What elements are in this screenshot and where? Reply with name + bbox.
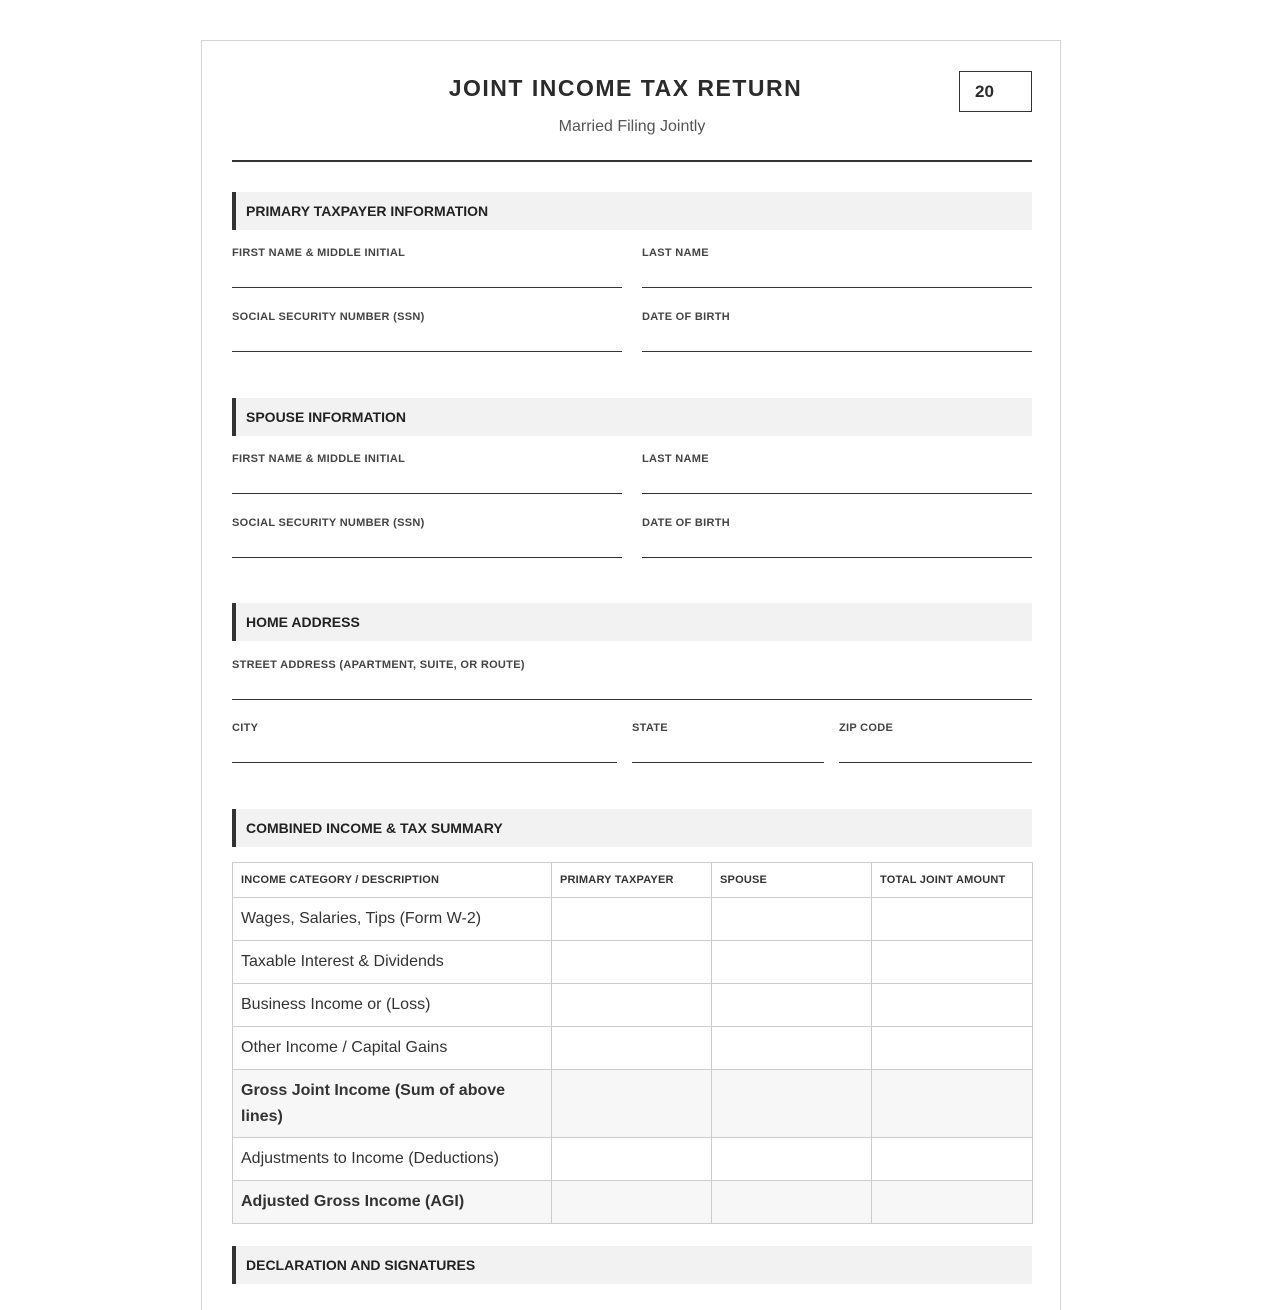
interest-primary-cell[interactable] bbox=[552, 941, 712, 984]
section-primary-taxpayer: PRIMARY TAXPAYER INFORMATION bbox=[232, 192, 1032, 230]
primary-ssn-input[interactable] bbox=[232, 351, 622, 352]
state-input[interactable] bbox=[632, 762, 824, 763]
tax-year-field[interactable]: 20 bbox=[959, 71, 1032, 112]
field-label: LAST NAME bbox=[642, 453, 709, 465]
row-label-business: Business Income or (Loss) bbox=[233, 984, 552, 1027]
column-header-total: TOTAL JOINT AMOUNT bbox=[872, 863, 1033, 898]
table-row bbox=[233, 984, 1033, 1027]
table-row bbox=[233, 941, 1033, 984]
city-input[interactable] bbox=[232, 762, 617, 763]
primary-last-name-input[interactable] bbox=[642, 287, 1032, 288]
spouse-first-name-field[interactable] bbox=[232, 453, 622, 465]
row-label-other: Other Income / Capital Gains bbox=[233, 1027, 552, 1070]
adjustments-spouse-cell[interactable] bbox=[712, 1138, 872, 1181]
field-label: CITY bbox=[232, 722, 259, 734]
table-row-gross-total bbox=[233, 1070, 1033, 1138]
primary-dob-field[interactable] bbox=[642, 311, 1032, 323]
interest-spouse-cell[interactable] bbox=[712, 941, 872, 984]
wages-spouse-cell[interactable] bbox=[712, 898, 872, 941]
column-header-primary: PRIMARY TAXPAYER bbox=[552, 863, 712, 898]
spouse-dob-field[interactable] bbox=[642, 517, 1032, 529]
form-subtitle: Married Filing Jointly bbox=[558, 118, 706, 135]
other-spouse-cell[interactable] bbox=[712, 1027, 872, 1070]
table-header-row bbox=[233, 863, 1033, 898]
other-primary-cell[interactable] bbox=[552, 1027, 712, 1070]
form-title: JOINT INCOME TAX RETURN bbox=[448, 75, 803, 101]
gross-primary-cell[interactable] bbox=[552, 1070, 712, 1138]
field-label: DATE OF BIRTH bbox=[642, 517, 731, 529]
row-label-adjustments: Adjustments to Income (Deductions) bbox=[233, 1138, 552, 1181]
field-label: ZIP CODE bbox=[839, 722, 894, 734]
section-home-address: HOME ADDRESS bbox=[232, 603, 1032, 641]
field-label: FIRST NAME & MIDDLE INITIAL bbox=[232, 247, 406, 259]
wages-primary-cell[interactable] bbox=[552, 898, 712, 941]
header-divider bbox=[232, 160, 1032, 162]
street-address-field[interactable] bbox=[232, 659, 1032, 671]
field-label: LAST NAME bbox=[642, 247, 709, 259]
adjustments-total-cell[interactable] bbox=[872, 1138, 1033, 1181]
row-label-interest: Taxable Interest & Dividends bbox=[233, 941, 552, 984]
row-label-agi: Adjusted Gross Income (AGI) bbox=[233, 1181, 552, 1224]
city-field[interactable] bbox=[232, 722, 617, 734]
section-spouse: SPOUSE INFORMATION bbox=[232, 398, 1032, 436]
table-row bbox=[233, 1027, 1033, 1070]
field-label: STATE bbox=[632, 722, 668, 734]
gross-total-cell[interactable] bbox=[872, 1070, 1033, 1138]
spouse-dob-input[interactable] bbox=[642, 557, 1032, 558]
field-label: SOCIAL SECURITY NUMBER (SSN) bbox=[232, 517, 425, 529]
state-field[interactable] bbox=[632, 722, 824, 734]
column-header-spouse: SPOUSE bbox=[712, 863, 872, 898]
section-declaration: DECLARATION AND SIGNATURES bbox=[232, 1246, 1032, 1284]
tax-form-sheet bbox=[201, 40, 1061, 1310]
other-total-cell[interactable] bbox=[872, 1027, 1033, 1070]
primary-first-name-input[interactable] bbox=[232, 287, 622, 288]
spouse-last-name-field[interactable] bbox=[642, 453, 1032, 465]
agi-primary-cell[interactable] bbox=[552, 1181, 712, 1224]
spouse-ssn-input[interactable] bbox=[232, 557, 622, 558]
primary-last-name-field[interactable] bbox=[642, 247, 1032, 259]
zip-code-input[interactable] bbox=[839, 762, 1032, 763]
primary-ssn-field[interactable] bbox=[232, 311, 622, 323]
agi-total-cell[interactable] bbox=[872, 1181, 1033, 1224]
field-label: SOCIAL SECURITY NUMBER (SSN) bbox=[232, 311, 425, 323]
primary-dob-input[interactable] bbox=[642, 351, 1032, 352]
spouse-ssn-field[interactable] bbox=[232, 517, 622, 529]
zip-code-field[interactable] bbox=[839, 722, 1032, 734]
spouse-first-name-input[interactable] bbox=[232, 493, 622, 494]
primary-first-name-field[interactable] bbox=[232, 247, 622, 259]
field-label: STREET ADDRESS (APARTMENT, SUITE, OR ROUTE) bbox=[232, 659, 525, 671]
table-row-agi-total bbox=[233, 1181, 1033, 1224]
column-header-category: INCOME CATEGORY / DESCRIPTION bbox=[233, 863, 552, 898]
interest-total-cell[interactable] bbox=[872, 941, 1033, 984]
business-total-cell[interactable] bbox=[872, 984, 1033, 1027]
gross-spouse-cell[interactable] bbox=[712, 1070, 872, 1138]
spouse-last-name-input[interactable] bbox=[642, 493, 1032, 494]
section-income-summary: COMBINED INCOME & TAX SUMMARY bbox=[232, 809, 1032, 847]
table-row bbox=[233, 898, 1033, 941]
business-spouse-cell[interactable] bbox=[712, 984, 872, 1027]
row-label-gross: Gross Joint Income (Sum of above lines) bbox=[233, 1070, 552, 1138]
table-row bbox=[233, 1138, 1033, 1181]
row-label-wages: Wages, Salaries, Tips (Form W-2) bbox=[233, 898, 552, 941]
business-primary-cell[interactable] bbox=[552, 984, 712, 1027]
street-address-input[interactable] bbox=[232, 699, 1032, 700]
field-label: FIRST NAME & MIDDLE INITIAL bbox=[232, 453, 406, 465]
wages-total-cell[interactable] bbox=[872, 898, 1033, 941]
income-summary-table bbox=[232, 862, 1033, 1224]
agi-spouse-cell[interactable] bbox=[712, 1181, 872, 1224]
field-label: DATE OF BIRTH bbox=[642, 311, 731, 323]
adjustments-primary-cell[interactable] bbox=[552, 1138, 712, 1181]
